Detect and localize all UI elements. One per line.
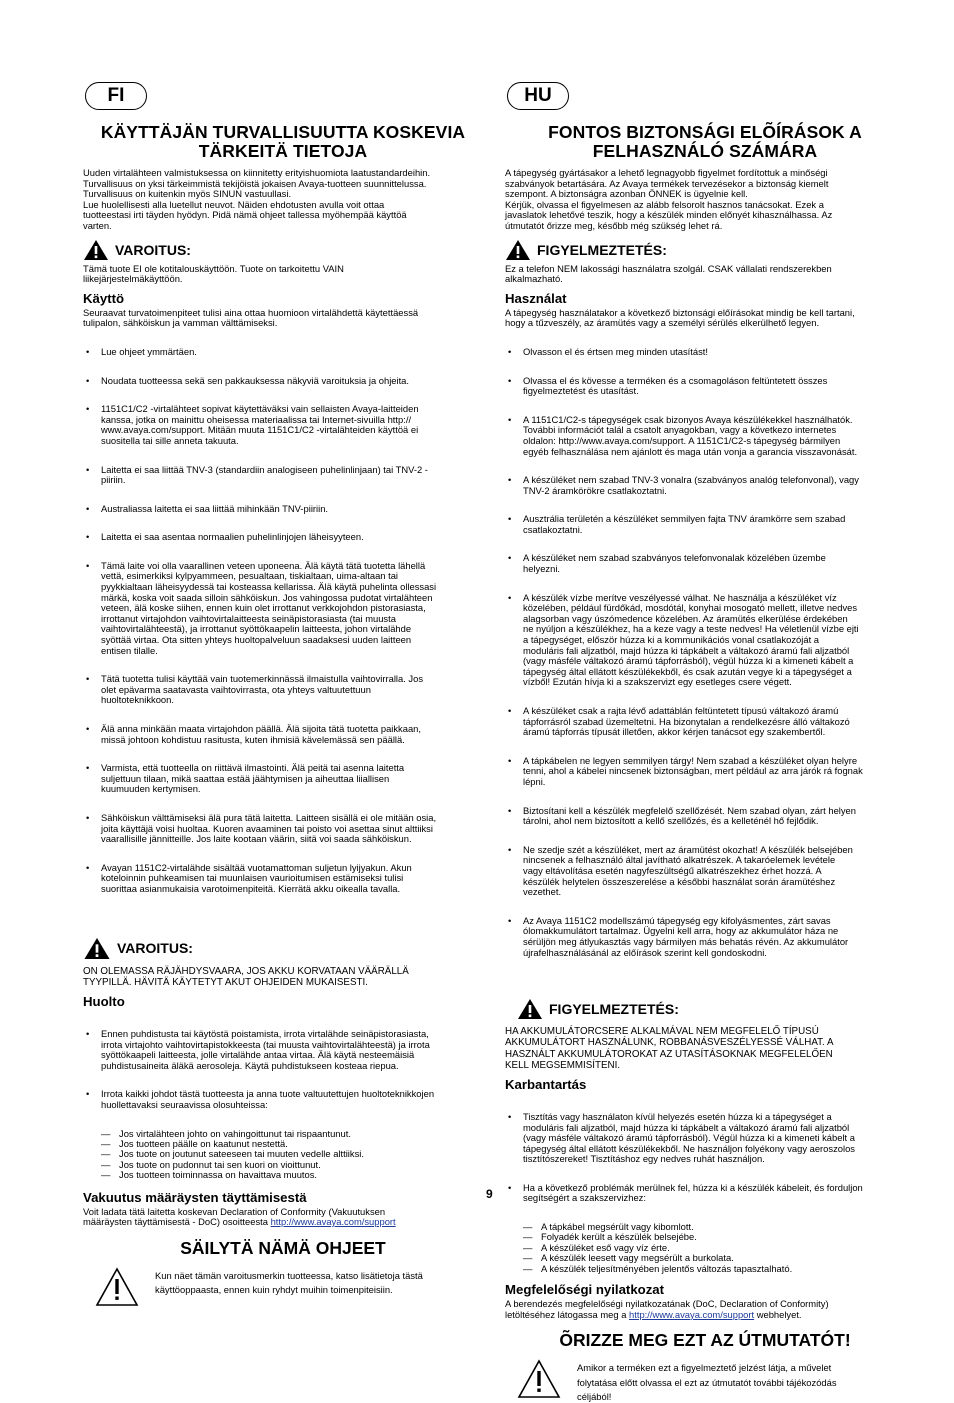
hu-warning2-text: HA AKKUMULÁTORCSERE ALKALMÁVAL NEM MEGFELELŐ TÍPUSÚ — [505, 1026, 819, 1038]
fi-service-heading: Huolto — [83, 993, 125, 1009]
list-item: • Tisztítás vagy használaton kívül helyezés esetén húzza ki a tápegységet a moduláris fali aljzatból, majd húzza ki tápkábelt a váltakozó áramú fali aljzatból (vagy másféle váltakozó áramú tápforrásból). Végül húzza ki a kimeneti kábelt a tápegység által ellátott készülékekből. Ne használjon folyékony vagy aeroszolos tisztítószereket! Tisztításhoz egy nedves ruhát használjon. — [505, 1112, 905, 1165]
hu-service-list — [505, 1094, 905, 1222]
warning-triangle-icon — [505, 239, 531, 261]
caution-exclamation-icon — [517, 1359, 561, 1399]
support-link[interactable]: http://www.avaya.com/support — [270, 1216, 396, 1228]
list-item: — Jos tuotteen päälle on kaatunut nestettä. — [83, 1139, 483, 1149]
hu-warning2-text: KELL MEGSEMMISÍTENI. — [505, 1059, 621, 1071]
hu-conformity-text-2: letöltéséhez látogassa meg a — [505, 1308, 630, 1320]
hu-conformity-text-line — [505, 1310, 905, 1321]
list-item: • Australiassa laitetta ei saa liittää mihinkään TNV-piiriin. — [83, 504, 483, 515]
fi-warning2-title: VAROITUS: — [117, 940, 193, 957]
fi-page-title: KÄYTTÄJÄN TURVALLISUUTTA KOSKEVIA TÄRKEITÄ TIETOJA — [100, 122, 466, 161]
list-item: • Älä anna minkään maata virtajohdon päällä. Älä sijoita tätä tuotetta paikkaan, missä johtoon kohdistuu rasitusta, kuten ihmisiä kävelemässä sen päällä. — [83, 724, 483, 745]
list-item: — A készülék teljesítményében jelentős változás tapasztalható. — [505, 1264, 905, 1274]
hu-keep-block — [505, 1359, 905, 1403]
list-item: • Tämä laite voi olla vaarallinen veteen uponeena. Älä käytä tätä tuotetta lähellä vettä, esimerkiksi kylpyammeen, pesualtaan, tiskialtaan, uima-altaan tai pyykkialtaan läheisyydessä tai kosteassa kellarissa. Älä käytä puhelinta ollessasi märkä, koska voit saada silloin sähköiskun. Jos vahingossa pudotat virtalähteen veteen, älä koske siihen, ennen kuin olet irrottanut verkkojohdon pistorasiasta, irrottanut virtajohdon vaihtovirtalaitteesta seinäpistorasiasta (tai muusta vaihtovirtalähteestä), ja irrottanut syöttökaapelin laitteesta, johon virtalähde syöttää virtaa. Ota sitten yhteys huoltopalveluun saadaksesi uuden laitteen entisen tilalle. — [83, 561, 483, 656]
fi-use-intro: tulipalon, sähköiskun ja vamman välttämiseksi. — [83, 317, 278, 329]
fi-service-sublist — [83, 1129, 483, 1181]
fi-keep-heading: SÄILYTÄ NÄMÄ OHJEET — [180, 1237, 386, 1258]
list-item: • Ennen puhdistusta tai käytöstä poistamista, irrota virtalähde seinäpistorasiasta, irrota virtajohto vaihtovirtapistokkeesta (tai muusta vaihtovirtalähteestä) ja irrota syöttökaapeli laitteesta, jolle virtalähde antaa virtaa. Älä käytä nesteemäisiä puhdistusaineita äläkä aerosoleja. Käytä puhdistukseen kosteaa riepua. — [83, 1029, 483, 1071]
fi-intro-line: tuotteestasi irti täyden hyödyn. Pidä nämä ohjeet tallessa myöhempää käyttöä — [83, 209, 407, 221]
list-item: — A készülék leesett vagy megsérült a burkolata. — [505, 1253, 905, 1263]
hu-intro-line: szabványok betartására. Az Avaya termékek tervezésekor a biztonság kiemelt — [505, 177, 829, 189]
fi-warning2-text: ON OLEMASSA RÄJÄHDYSVAARA, JOS AKKU KORVATAAN VÄÄRÄLLÄ — [83, 965, 409, 977]
hu-intro-line: útmutatót őrizze meg, később még szükség lehet rá. — [505, 219, 723, 231]
list-item: • Olvasson el és értsen meg minden utasítást! — [505, 347, 905, 358]
list-item: • A készüléket csak a rajta lévő adattáblán feltüntetett típusú váltakozó áramú tápforrásról szabad üzemeltetni. Ha bizonytalan a rendelkezésre álló váltakozó áramú tápforrás típusát illetően, akkor kérjen tanácsot egy szakembertől. — [505, 706, 905, 738]
list-item: — Folyadék került a készülék belsejébe. — [505, 1232, 905, 1242]
hu-keep-line: folytatása előtt olvassa el ezt az útmutatót további tájékozódás — [577, 1376, 837, 1388]
fi-warning-title: VAROITUS: — [115, 241, 191, 258]
list-item: • Irrota kaikki johdot tästä tuotteesta ja anna tuote valtuutettujen huoltoteknikkojen huollettavaksi seuraavissa olosuhteissa: — [83, 1089, 483, 1110]
list-item: • 1151C1/C2 -virtalähteet sopivat käytettäväksi vain sellaisten Avaya-laitteiden kanssa, jotka on mainittu oheisessa materiaalissa tai Internet-sivuilla http:// www.avaya.com/support. Mitään muuta 1151C1/C2 -virtalähteiden käyttöä ei suositella tai sille anneta takuuta. — [83, 404, 483, 446]
fi-use-intro: Seuraavat turvatoimenpiteet tulisi aina ottaa huomioon virtalähdettä käytettäessä — [83, 306, 419, 318]
fi-warning2-text: TYYPILLÄ. HÄVITÄ KÄYTETYT AKUT OHJEIDEN MUKAISESTI. — [83, 976, 368, 988]
hu-keep-line: céljából! — [577, 1391, 612, 1403]
fi-conformity-heading: Vakuutus määräysten täyttämisestä — [83, 1189, 307, 1205]
language-badge-fi: FI — [85, 82, 147, 110]
hu-intro-line: szempont. A biztonságra azonban ÖNNEK is ügyelnie kell. — [505, 188, 748, 200]
hu-conformity-text: A berendezés megfelelőségi nyilatkozatának (DoC, Declaration of Conformity) — [505, 1298, 829, 1310]
list-item: • A készüléket nem szabad szabványos telefonvonalak közelében üzembe helyezni. — [505, 553, 905, 574]
fi-keep-line: käyttöoppaasta, ennen kuin ryhdyt muihin toimenpiteisiin. — [155, 1284, 393, 1296]
hu-warning-header — [505, 239, 905, 261]
support-link[interactable]: http://www.avaya.com/support — [629, 1308, 755, 1320]
hu-warning2-header — [517, 998, 905, 1020]
fi-intro-line: Turvallisuus on kuitenkin myös SINUN vastuullasi. — [83, 188, 292, 200]
list-item: • Ha a következő problémák merülnek fel, húzza ki a készülék kábeleit, és forduljon segítségért a szakszervizhez: — [505, 1183, 905, 1204]
warning-triangle-icon — [517, 998, 543, 1020]
fi-intro-line: varten. — [83, 219, 112, 231]
list-item: • Laitetta ei saa liittää TNV-3 (standardiin analogiseen puhelinlinjaan) tai TNV-2 - piiriin. — [83, 465, 483, 486]
hu-page-title: FONTOS BIZTONSÁGI ELÕÍRÁSOK A FELHASZNÁLÓ SZÁMÁRA — [548, 122, 862, 161]
list-item: • A 1151C1/C2-s tápegységek csak bizonyos Avaya készülékekkel használhatók. További információt talál a csatolt anyagokban, vagy a következo internetes oldalon: http://www.avaya.com/support. A 1151C1/C2-s tápegység bármilyen egyéb felhasználása nem ajánlott és maga után vonja a garancia visszavonását. — [505, 415, 905, 457]
hu-service-heading: Karbantartás — [505, 1076, 587, 1092]
page-number: 9 — [486, 1187, 493, 1201]
hu-keep-heading: ÕRIZZE MEG EZT AZ ÚTMUTATÓT! — [559, 1330, 851, 1351]
list-item: • A tápkábelen ne legyen semmilyen tárgy! Nem szabad a készüléket olyan helyre tenni, ahol a kábelei nincsenek biztonságban, mert például az arra járók rá fognak lépni. — [505, 756, 905, 788]
fi-keep-block — [83, 1267, 483, 1307]
fi-warning-text: Tämä tuote EI ole kotitalouskäyttöön. Tuote on tarkoitettu VAIN — [83, 262, 344, 274]
list-item: • A készülék vízbe merítve veszélyessé válhat. Ne használja a készüléket víz közelében, például fürdőkád, mosdótál, konyhai mosogató mellett, illetve nedves alagsorban vagy úszómedence közelében. Az áramütés elkerülése érdekében ne nyúljon a készülékhez, ha a keze vagy a teste nedves! Ha véletlenül vízbe ejti a tápegységet, először húzza ki a kommunikációs vonal csatlakozóját a moduláris fali aljzatból, majd húzza ki tápkábelt a váltakozó áramú fali aljzatból (vagy másféle váltakozó áramú tápforrásból), végül húzza ki a kimeneti kábelt a tápegység által ellátott készülékekből, és csak azután vegye ki a tápegységet a vízből! Ezután hívja ki a szakszervizt egy esetleges csere végett. — [505, 593, 905, 688]
fi-service-list — [83, 1011, 483, 1129]
list-item: — Jos tuote on joutunut sateeseen tai muuten vedelle alttiiksi. — [83, 1149, 483, 1159]
fi-use-list — [83, 329, 483, 913]
hungarian-column — [505, 82, 905, 1403]
hu-conformity-text-3: webhelyet. — [754, 1308, 802, 1320]
hu-warning-text: Ez a telefon NEM lakossági használatra szolgál. CSAK vállalati rendszerekben — [505, 262, 832, 274]
fi-conformity-text: Voit ladata tätä laitetta koskevan Declaration of Conformity (Vakuutuksen — [83, 1205, 386, 1217]
list-item: • Varmista, että tuotteella on riittävä ilmastointi. Älä peitä tai asenna laitetta suljettuun tilaan, mikä saattaa estää jäähtymisen ja aiheuttaa liiallisen kuumuuden kertymisen. — [83, 763, 483, 795]
hu-conformity-heading: Megfelelőségi nyilatkozat — [505, 1282, 665, 1298]
hu-warning2-title: FIGYELMEZTETÉS: — [549, 1001, 679, 1018]
fi-warning-header — [83, 239, 483, 261]
list-item: — Jos tuotteen toiminnassa on havaittava muutos. — [83, 1170, 483, 1180]
list-item: • Laitetta ei saa asentaa normaalien puhelinlinjojen läheisyyteen. — [83, 532, 483, 543]
fi-conformity-text-2: määräysten täyttämisestä - DoC) osoitteesta — [83, 1216, 271, 1228]
fi-intro-line: Uuden virtalähteen valmistuksessa on kiinnitetty erityishuomiota laatustandardeihin. — [83, 167, 431, 178]
fi-intro — [83, 168, 483, 232]
warning-triangle-icon — [83, 937, 111, 960]
list-item: • Ne szedje szét a készüléket, mert az áramütést okozhat! A készülék belsejében nincsenek a felhasználó által javítható alkatrészek. A takaróelemek levétele vagy eltávolítása esetén nagyfeszültségű alkatrészekhez érhet hozzá. A készülék helytelen összeszerelése a későbbi használat során áramütéshez vezethet. — [505, 845, 905, 898]
fi-conformity-text-line — [83, 1217, 483, 1228]
hu-keep-line: Amikor a terméken ezt a figyelmeztető jelzést látja, a művelet — [577, 1362, 832, 1374]
hu-keep-text — [577, 1359, 837, 1403]
hu-intro-line: A tápegység gyártásakor a lehető legnagyobb figyelmet fordítottuk a minőségi — [505, 167, 828, 178]
list-item: — Jos virtalähteen johto on vahingoittunut tai rispaantunut. — [83, 1129, 483, 1139]
list-item: — A készüléket eső vagy víz érte. — [505, 1243, 905, 1253]
fi-intro-line: Turvallisuus on yksi tärkeimmistä tekijöistä jokaisen Avaya-tuotteen suunnittelussa. — [83, 177, 427, 189]
list-item: • Az Avaya 1151C2 modellszámú tápegység egy kifolyásmentes, zárt savas ólomakkumulátort tartalmaz. Ügyelni kell arra, hogy az akkumulátor háza ne sérüljön meg átlyukasztás vagy bármilyen más behatás révén. Az akkumulátor újrafelhasználásánál az előírások szerint kell gondoskodni. — [505, 916, 905, 958]
list-item: • Noudata tuotteessa sekä sen pakkauksessa näkyviä varoituksia ja ohjeita. — [83, 376, 483, 387]
caution-exclamation-icon — [95, 1267, 139, 1307]
finnish-column — [83, 82, 483, 1307]
fi-keep-text — [155, 1267, 423, 1307]
language-badge-hu: HU — [507, 82, 569, 110]
fi-keep-line: Kun näet tämän varoitusmerkin tuotteessa, katso lisätietoja tästä — [155, 1269, 423, 1281]
hu-intro — [505, 168, 905, 232]
list-item: • Olvassa el és kövesse a terméken és a csomagoláson feltüntetett összes figyelmeztetést és utasítást. — [505, 376, 905, 397]
hu-warning-text: alkalmazható. — [505, 273, 563, 285]
fi-intro-line: Lue huolellisesti alla luetellut neuvot. Näiden ehdotusten avulla voit ottaa — [83, 198, 385, 210]
hu-service-sublist — [505, 1222, 905, 1274]
list-item: • Lue ohjeet ymmärtäen. — [83, 347, 483, 358]
hu-intro-line: Kérjük, olvassa el figyelmesen az alább felsorolt hasznos tanácsokat. Ezek a — [505, 198, 824, 210]
warning-triangle-icon — [83, 239, 109, 261]
hu-warning-title: FIGYELMEZTETÉS: — [537, 241, 667, 258]
list-item: — A tápkábel megsérült vagy kibomlott. — [505, 1222, 905, 1232]
fi-warning-text: liikejärjestelmäkäyttöön. — [83, 273, 183, 285]
hu-warning2-text: AKKUMULÁTORT HASZNÁLUNK, ROBBANÁSVESZÉLYESSÉ VÁLHAT. A — [505, 1037, 834, 1049]
list-item: • Ausztrália területén a készüléket semmilyen fajta TNV áramkörre sem szabad csatlakoztatni. — [505, 514, 905, 535]
list-item: • Biztosítani kell a készülék megfelelő szellőzését. Nem szabad olyan, zárt helyen tárolni, ahol nem biztosított a kellő szellőzés, és a kelleténél hő fejlődik. — [505, 806, 905, 827]
fi-use-heading: Käyttö — [83, 290, 125, 306]
fi-warning2-header — [83, 937, 483, 960]
hu-use-heading: Használat — [505, 290, 567, 306]
hu-use-list — [505, 329, 905, 976]
hu-use-intro: A tápegység használatakor a következő biztonsági előírásokat mindig be kell tartani, — [505, 306, 855, 318]
list-item: — Jos tuote on pudonnut tai sen kuori on vioittunut. — [83, 1160, 483, 1170]
list-item: • Tätä tuotetta tulisi käyttää vain tuotemerkinnässä ilmaistulla vaihtovirralla. Jos olet epävarma saatavasta vaihtovirrasta, ota yhteys valtuutettuun huoltoteknikkoon. — [83, 674, 483, 706]
hu-use-intro: hogy a tűzveszély, az áramütés vagy a személyi sérülés elkerülhető legyen. — [505, 317, 820, 329]
list-item: • A készüléket nem szabad TNV-3 vonalra (szabványos analóg telefonvonal), vagy TNV-2 áramkörökre csatlakoztatni. — [505, 475, 905, 496]
list-item: • Sähköiskun välttämiseksi älä pura tätä laitetta. Laitteen sisällä ei ole mitään osia, joita käyttäjä voisi huoltaa. Kuoren avaaminen tai poisto voi asettaa sinut alttiiksi vaarallisille jännitteille. Jos laite kootaan väärin, siitä voi saada sähköiskun. — [83, 813, 483, 845]
hu-intro-line: javaslatok lehetővé teszik, hogy a készülék minden előnyét kihasználhassa. Az — [505, 209, 833, 221]
hu-warning2-text: HASZNÁLT AKKUMULÁTOROKAT AZ UTASÍTÁSOKNAK MEGFELELŐEN — [505, 1048, 833, 1060]
list-item: • Avayan 1151C2-virtalähde sisältää vuotamattoman suljetun lyijyakun. Akun koteloinnin puhkeamisen tai muunlaisen vaurioitumisen estämiseksi tulisi suorittaa asianmukaisia varotoimenpiteitä. Kierrätä akku oikealla tavalla. — [83, 863, 483, 895]
